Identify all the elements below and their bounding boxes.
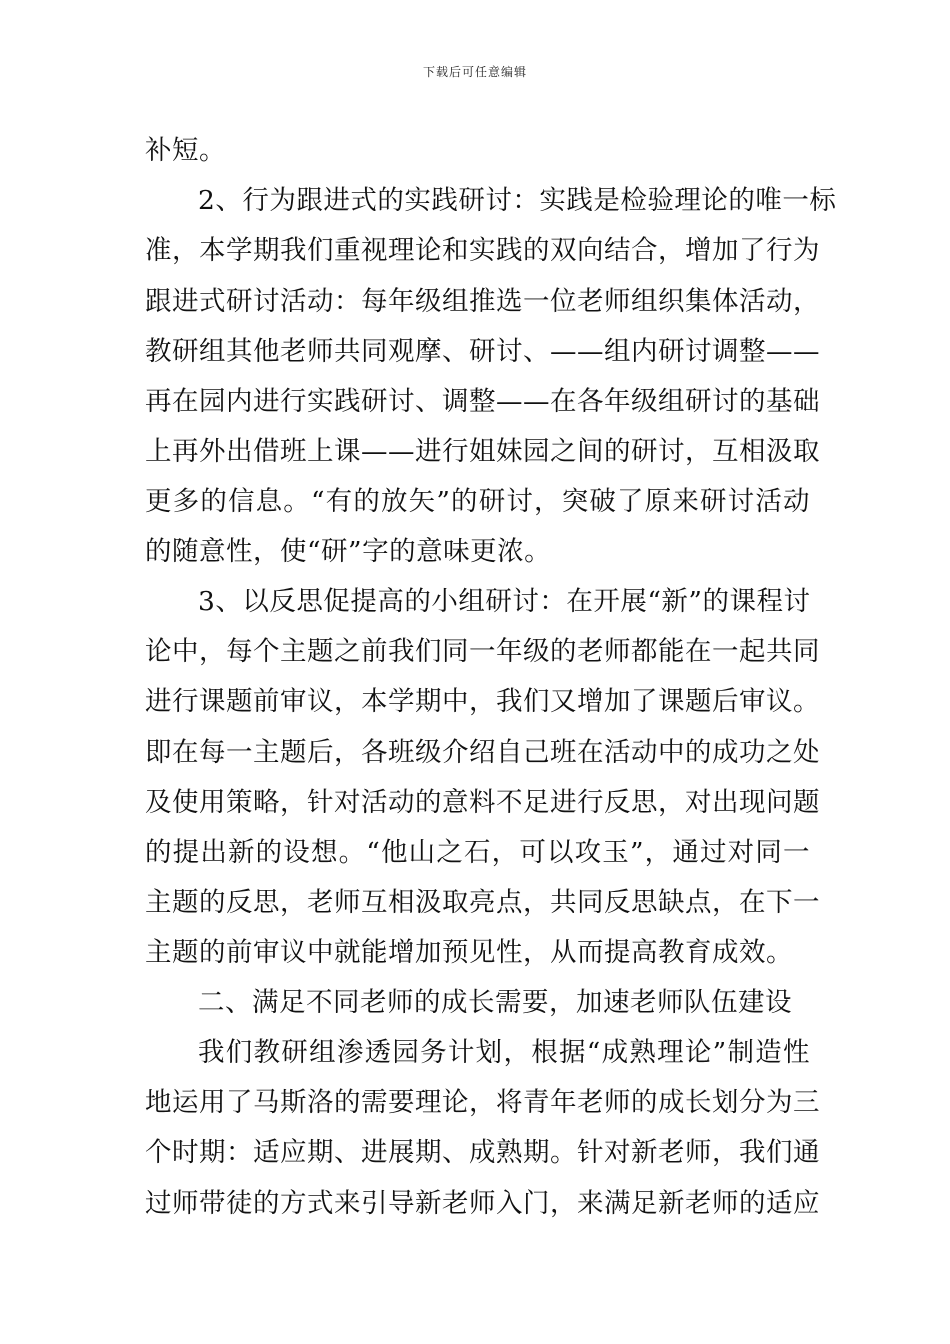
page-header: 下载后可任意编辑	[422, 65, 527, 79]
text-line: 主题的反思，老师互相汲取亮点，共同反思缺点，在下一	[145, 887, 820, 918]
section-heading: 二、满足不同老师的成长需要，加速老师队伍建设	[198, 987, 792, 1018]
paragraph-line: 2、行为跟进式的实践研讨：实践是检验理论的唯一标	[198, 185, 837, 216]
text-line: 的随意性，使“研”字的意味更浓。	[145, 536, 552, 567]
text-line: 论中，每个主题之前我们同一年级的老师都能在一起共同	[145, 636, 820, 667]
text-line: 准，本学期我们重视理论和实践的双向结合，增加了行为	[145, 235, 820, 266]
text-line: 补短。	[145, 135, 226, 166]
text-line: 地运用了马斯洛的需要理论，将青年老师的成长划分为三	[145, 1087, 820, 1118]
text-line: 上再外出借班上课——进行姐妹园之间的研讨，互相汲取	[145, 436, 820, 467]
text-line: 进行课题前审议，本学期中，我们又增加了课题后审议。	[145, 686, 820, 717]
text-line: 即在每一主题后，各班级介绍自己班在活动中的成功之处	[145, 737, 820, 768]
text-line: 过师带徒的方式来引导新老师入门，来满足新老师的适应	[145, 1188, 820, 1219]
text-line: 教研组其他老师共同观摩、研讨、——组内研讨调整——	[145, 336, 820, 367]
text-line: 的提出新的设想。“他山之石，可以攻玉”，通过对同一	[145, 837, 810, 868]
text-line: 再在园内进行实践研讨、调整——在各年级组研讨的基础	[145, 386, 820, 417]
text-line: 个时期：适应期、进展期、成熟期。针对新老师，我们通	[145, 1137, 820, 1168]
text-line: 及使用策略，针对活动的意料不足进行反思，对出现问题	[145, 787, 820, 818]
text-line: 更多的信息。“有的放矢”的研讨，突破了原来研讨活动	[145, 486, 810, 517]
paragraph-line: 3、以反思促提高的小组研讨：在开展“新”的课程讨	[198, 586, 811, 617]
paragraph-line: 我们教研组渗透园务计划，根据“成熟理论”制造性	[198, 1037, 810, 1068]
text-line: 跟进式研讨活动：每年级组推选一位老师组织集体活动，	[145, 286, 820, 317]
text-line: 主题的前审议中就能增加预见性，从而提高教育成效。	[145, 937, 793, 968]
